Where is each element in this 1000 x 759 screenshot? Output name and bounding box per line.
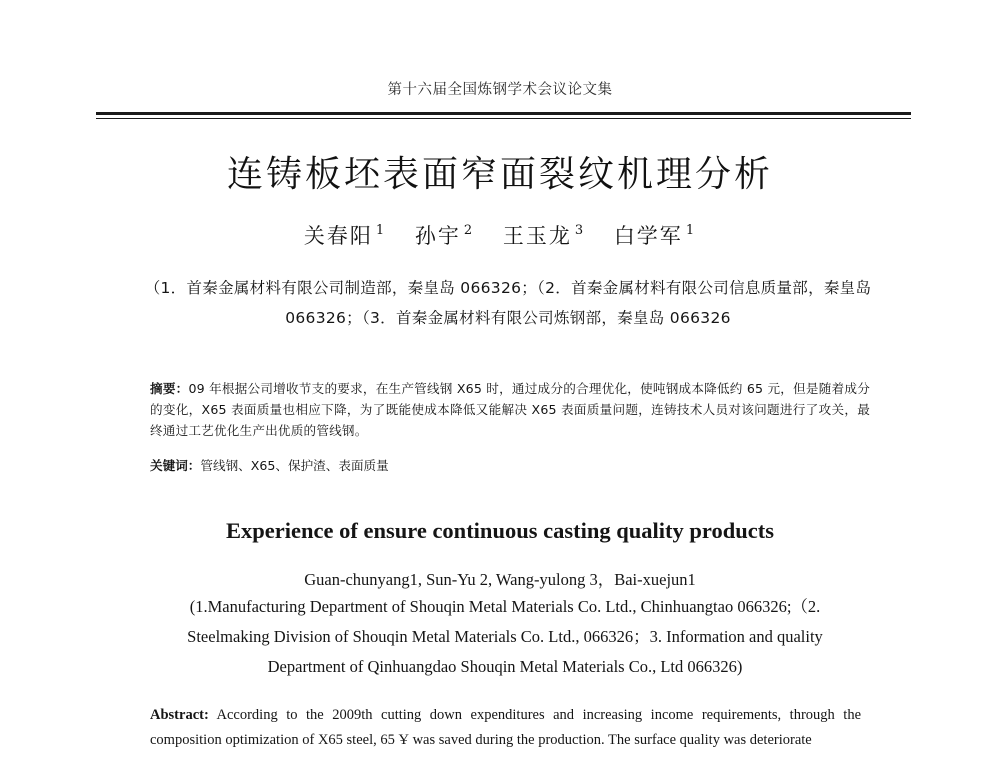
header-rule-thin (96, 118, 911, 119)
cn-affiliation-line: （1．首秦金属材料有限公司制造部，秦皇岛 066326；（2．首秦金属材料有限公司信息质量部，秦皇岛 (144, 279, 872, 297)
en-abstract (150, 703, 861, 753)
cn-keywords (150, 455, 870, 476)
cn-affiliation-line: 066326；（3．首秦金属材料有限公司炼钢部，秦皇岛 066326 (285, 309, 731, 327)
en-abstract-label: Abstract: (150, 707, 209, 723)
en-affiliation-line: Steelmaking Division of Shouqin Metal Materials Co. Ltd., 066326；3. Information and quality (187, 627, 823, 646)
cn-affiliations (108, 273, 908, 333)
header-rule-thick (96, 112, 911, 115)
running-header: 第十六届全国炼钢学术会议论文集 (387, 82, 613, 98)
cn-authors (0, 220, 1000, 250)
cn-title: 连铸板坯表面窄面裂纹机理分析 (226, 154, 773, 195)
cn-keywords-label: 关键词： (150, 458, 201, 473)
cn-abstract (150, 378, 870, 441)
cn-author: 关春阳 $^1$ (303, 223, 387, 248)
en-affiliation-line: Department of Qinhuangdao Shouqin Metal Materials Co., Ltd 066326) (267, 657, 743, 676)
en-affiliation-line: (1.Manufacturing Department of Shouqin Metal Materials Co. Ltd., Chinhuangtao 066326;（2. (189, 597, 821, 616)
cn-author: 白学军 $^1$ (613, 223, 697, 248)
cn-keywords-text: 管线钢、X65、保护渣、表面质量 (200, 458, 389, 473)
en-title: Experience of ensure continuous casting quality products (226, 518, 774, 543)
cn-author: 孙宇 $^2$ (414, 223, 475, 248)
cn-author: 王玉龙 $^3$ (502, 223, 586, 248)
cn-abstract-label: 摘要： (150, 381, 189, 396)
en-abstract-text: According to the 2009th cutting down expenditures and increasing income requirements, through the composition optimization of X65 steel, 65 Ұ was saved during the production. The surface quality was deteriorate (150, 707, 862, 748)
en-affiliations (140, 592, 870, 682)
en-authors: Guan-chunyang1, Sun-Yu 2, Wang-yulong 3，Bai-xuejun1 (304, 570, 696, 589)
cn-abstract-text: 09 年根据公司增收节支的要求，在生产管线钢 X65 时，通过成分的合理优化，使吨钢成本降低约 65 元，但是随着成分的变化，X65 表面质量也相应下降，为了既能使成本降低又能解决 X65 表面质量问题，连铸技术人员对该问题进行了攻关，最终通过工艺优化生产出优质的管线钢。 (150, 381, 870, 438)
